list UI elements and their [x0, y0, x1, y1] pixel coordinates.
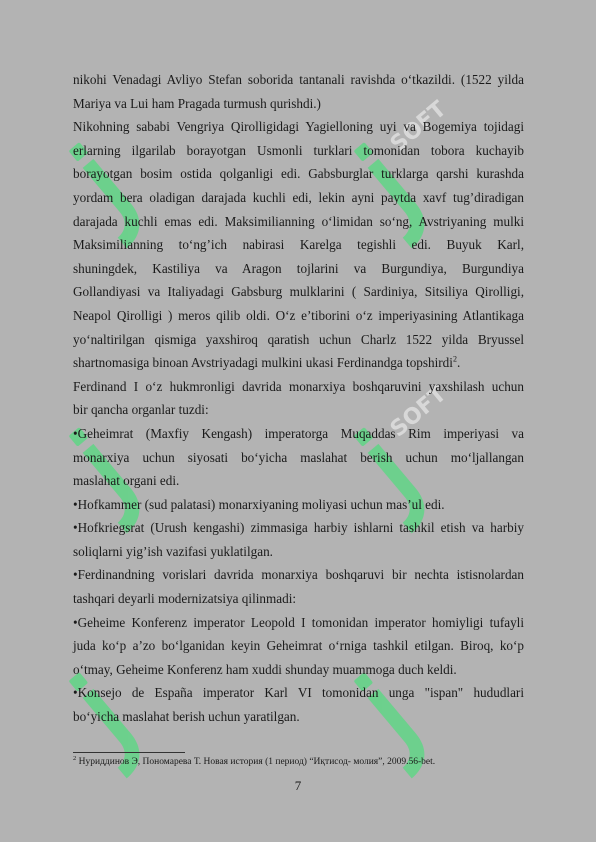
list-item-line: •Geheimrat (Maxfiy Kengash) imperatorga Muqaddas Rim imperiyasi va: [73, 425, 524, 441]
text-line: Maksimilianning to‘ng’ich nabirasi Karelga tegishli edi. Buyuk Karl,: [73, 237, 524, 253]
text-line: nikohi Venadagi Avliyo Stefan soborida tantanali ravishda o‘tkazildi. (1522 yilda: [73, 72, 524, 87]
text-line: darajada kuchli emas edi. Maksimilianning o‘limidan so‘ng, Avstriyaning mulki: [73, 213, 524, 229]
text-line-body: shartnomasiga binoan Avstriyadagi mulkini ukasi Ferdinandga topshirdi: [73, 355, 453, 371]
list-item-line: •Hofkriegsrat (Urush kengashi) zimmasiga harbiy ishlarni tashkil etish va harbiy: [73, 520, 524, 536]
svg-text:SOFT: SOFT: [385, 96, 452, 158]
text-line: Gollandiyasi va Italiyadagi Gabsburg mulklarini ( Sardiniya, Sitsiliya Qirolligi,: [73, 284, 524, 300]
svg-text:SOFT: SOFT: [385, 381, 452, 443]
list-item-line: •Hofkammer (sud palatasi) monarxiyaning moliyasi uchun mas’ul edi.: [73, 496, 445, 512]
footnote-text: Нуриддинов Э, Пономарева Т. Новая история (1 период) “Иқтисод- молия”, 2009.56-bet.: [78, 757, 436, 767]
list-item-line: monarxiya uchun siyosati bo‘yicha maslahat berish uchun mo‘ljallangan: [73, 449, 524, 465]
text-line: shuningdek, Kastiliya va Aragon tojlarini va Burgundiya, Burgundiya: [73, 260, 524, 276]
text-line: bir qancha organlar tuzdi:: [73, 402, 209, 418]
list-item-line: bo‘yicha maslahat berish uchun yaratilgan.: [73, 709, 300, 725]
text-line: borayotgan bosim ostida qolganligi edi. Gabsburglar turklarga qarshi kurashda: [73, 166, 524, 182]
list-item-line: •Ferdinandning vorislari davrida monarxiya boshqaruvi bir nechta istisnolardan: [73, 567, 524, 583]
text-line: Neapol Qirolligi ) meros qilib oldi. O‘z e’tiborini o‘z imperiyasining Atlantikaga: [73, 307, 524, 323]
footnote-number: 2: [73, 754, 77, 762]
sentence-end: .: [456, 355, 461, 371]
text-line: erlarning ilgarilab borayotgan Usmonli turklari tomonidan tobora kuchayib: [73, 142, 524, 158]
text-line: yordam bera oladigan darajada kuchli edi, lekin ayni paytda xavf tug’diradigan: [73, 189, 524, 205]
footnote: [73, 756, 524, 768]
list-item-line: o‘tmay, Geheime Konferenz ham xuddi shunday muammoga duch keldi.: [73, 661, 457, 677]
list-item-line: tashqari deyarli modernizatsiya qilinmadi:: [73, 591, 297, 607]
list-item-line: juda ko‘p a’zo bo‘lganidan keyin Geheimrat o‘rniga tashkil etilgan. Biroq, ko‘p: [73, 638, 524, 654]
list-item-line: soliqlarni yig’ish vazifasi yuklatilgan.: [73, 543, 273, 559]
text-line: [73, 351, 524, 375]
text-line: Ferdinand I o‘z hukmronligi davrida monarxiya boshqaruvini yaxshilash uchun: [73, 378, 524, 394]
text-line: Nikohning sababi Vengriya Qirolligidagi Yagielloning uyi va Bogemiya tojidagi: [73, 119, 524, 135]
body-text: [73, 68, 524, 729]
text-line: Mariya va Lui ham Pragada turmush qurishdi.): [73, 95, 321, 111]
list-item-line: •Konsejo de España imperator Karl VI tomonidan unga "ispan" hududlari: [73, 685, 524, 701]
page-number: 7: [294, 778, 302, 793]
footnote-separator: [73, 752, 185, 753]
footnote-reference[interactable]: 2: [452, 354, 457, 364]
list-item-line: maslahat organi edi.: [73, 473, 180, 489]
list-item-line: •Geheime Konferenz imperator Leopold I tomonidan imperator homiyligi tufayli: [73, 614, 524, 630]
text-line: yo‘naltirilgan qismiga yaxshiroq qaratish uchun Charlz 1522 yilda Bryussel: [73, 331, 524, 347]
